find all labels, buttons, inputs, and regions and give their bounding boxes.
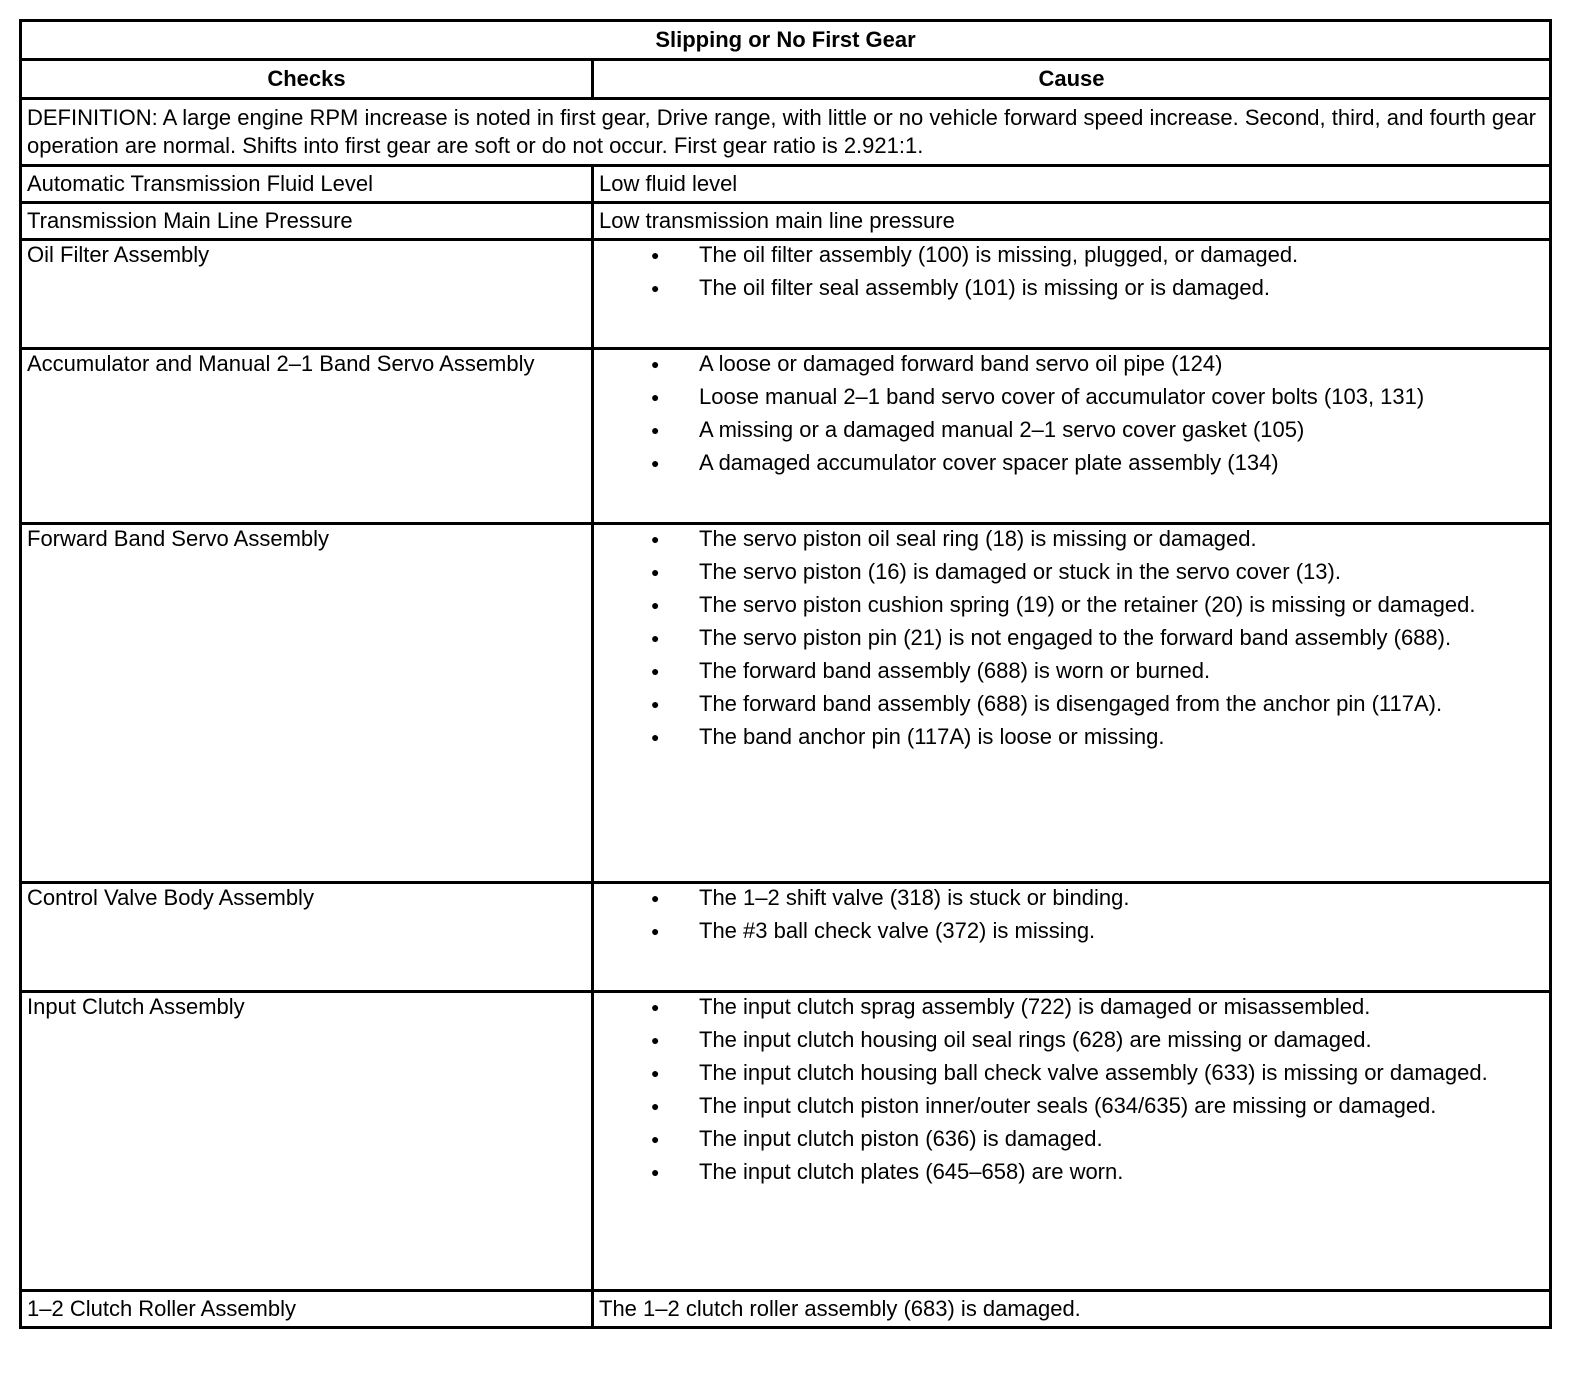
check-cell: Input Clutch Assembly [21, 992, 593, 1291]
cause-list [599, 993, 1544, 1186]
cause-list [599, 350, 1544, 477]
check-cell: 1–2 Clutch Roller Assembly [21, 1291, 593, 1328]
table-row [21, 203, 1551, 240]
header-cause: Cause [593, 60, 1551, 99]
cause-cell: The 1–2 clutch roller assembly (683) is damaged. [593, 1291, 1551, 1328]
cause-cell: Low transmission main line pressure [593, 203, 1551, 240]
cause-item: ● The input clutch piston (636) is damaged. [599, 1125, 1544, 1153]
cause-item: ● The input clutch plates (645–658) are worn. [599, 1158, 1544, 1186]
table-title: Slipping or No First Gear [21, 21, 1551, 60]
cause-item: ● A damaged accumulator cover spacer plate assembly (134) [599, 449, 1544, 477]
cause-list [599, 241, 1544, 302]
table-row [21, 1291, 1551, 1328]
cause-cell [593, 524, 1551, 883]
check-cell: Oil Filter Assembly [21, 240, 593, 349]
definition-text: DEFINITION: A large engine RPM increase is noted in first gear, Drive range, with little or no vehicle forward speed increase. Second, third, and fourth gear operation are normal. Shifts into first gear are soft or do not occur. First gear ratio is 2.921:1. [21, 99, 1551, 166]
table-row [21, 166, 1551, 203]
table-row [21, 883, 1551, 992]
cause-item: ● The #3 ball check valve (372) is missing. [599, 917, 1544, 945]
cause-cell [593, 883, 1551, 992]
cause-cell: Low fluid level [593, 166, 1551, 203]
table-row [21, 524, 1551, 883]
cause-cell [593, 992, 1551, 1291]
header-checks: Checks [21, 60, 593, 99]
cause-item: ● The oil filter assembly (100) is missing, plugged, or damaged. [599, 241, 1544, 269]
cause-item: ● A loose or damaged forward band servo oil pipe (124) [599, 350, 1544, 378]
cause-list [599, 525, 1544, 751]
cause-item: ● The forward band assembly (688) is disengaged from the anchor pin (117A). [599, 690, 1544, 718]
table-row [21, 992, 1551, 1291]
cause-item: ● The band anchor pin (117A) is loose or missing. [599, 723, 1544, 751]
cause-item: ● The oil filter seal assembly (101) is missing or is damaged. [599, 274, 1544, 302]
diagnostic-table [19, 19, 1552, 1329]
cause-cell [593, 240, 1551, 349]
cause-item: ● The servo piston (16) is damaged or stuck in the servo cover (13). [599, 558, 1544, 586]
header-row [21, 60, 1551, 99]
cause-item: ● The input clutch piston inner/outer seals (634/635) are missing or damaged. [599, 1092, 1544, 1120]
cause-item: ● The servo piston oil seal ring (18) is missing or damaged. [599, 525, 1544, 553]
cause-item: ● A missing or a damaged manual 2–1 servo cover gasket (105) [599, 416, 1544, 444]
check-cell: Transmission Main Line Pressure [21, 203, 593, 240]
cause-item: ● The input clutch housing oil seal rings (628) are missing or damaged. [599, 1026, 1544, 1054]
check-cell: Automatic Transmission Fluid Level [21, 166, 593, 203]
table-title-row [21, 21, 1551, 60]
cause-item: ● Loose manual 2–1 band servo cover of accumulator cover bolts (103, 131) [599, 383, 1544, 411]
cause-item: ● The 1–2 shift valve (318) is stuck or binding. [599, 884, 1544, 912]
cause-item: ● The input clutch sprag assembly (722) is damaged or misassembled. [599, 993, 1544, 1021]
cause-item: ● The input clutch housing ball check valve assembly (633) is missing or damaged. [599, 1059, 1544, 1087]
cause-list [599, 884, 1544, 945]
table-row [21, 240, 1551, 349]
check-cell: Forward Band Servo Assembly [21, 524, 593, 883]
check-cell: Accumulator and Manual 2–1 Band Servo Assembly [21, 349, 593, 524]
cause-cell [593, 349, 1551, 524]
cause-item: ● The forward band assembly (688) is worn or burned. [599, 657, 1544, 685]
table-row [21, 349, 1551, 524]
cause-item: ● The servo piston pin (21) is not engaged to the forward band assembly (688). [599, 624, 1544, 652]
check-cell: Control Valve Body Assembly [21, 883, 593, 992]
cause-item: ● The servo piston cushion spring (19) or the retainer (20) is missing or damaged. [599, 591, 1544, 619]
definition-row [21, 99, 1551, 166]
